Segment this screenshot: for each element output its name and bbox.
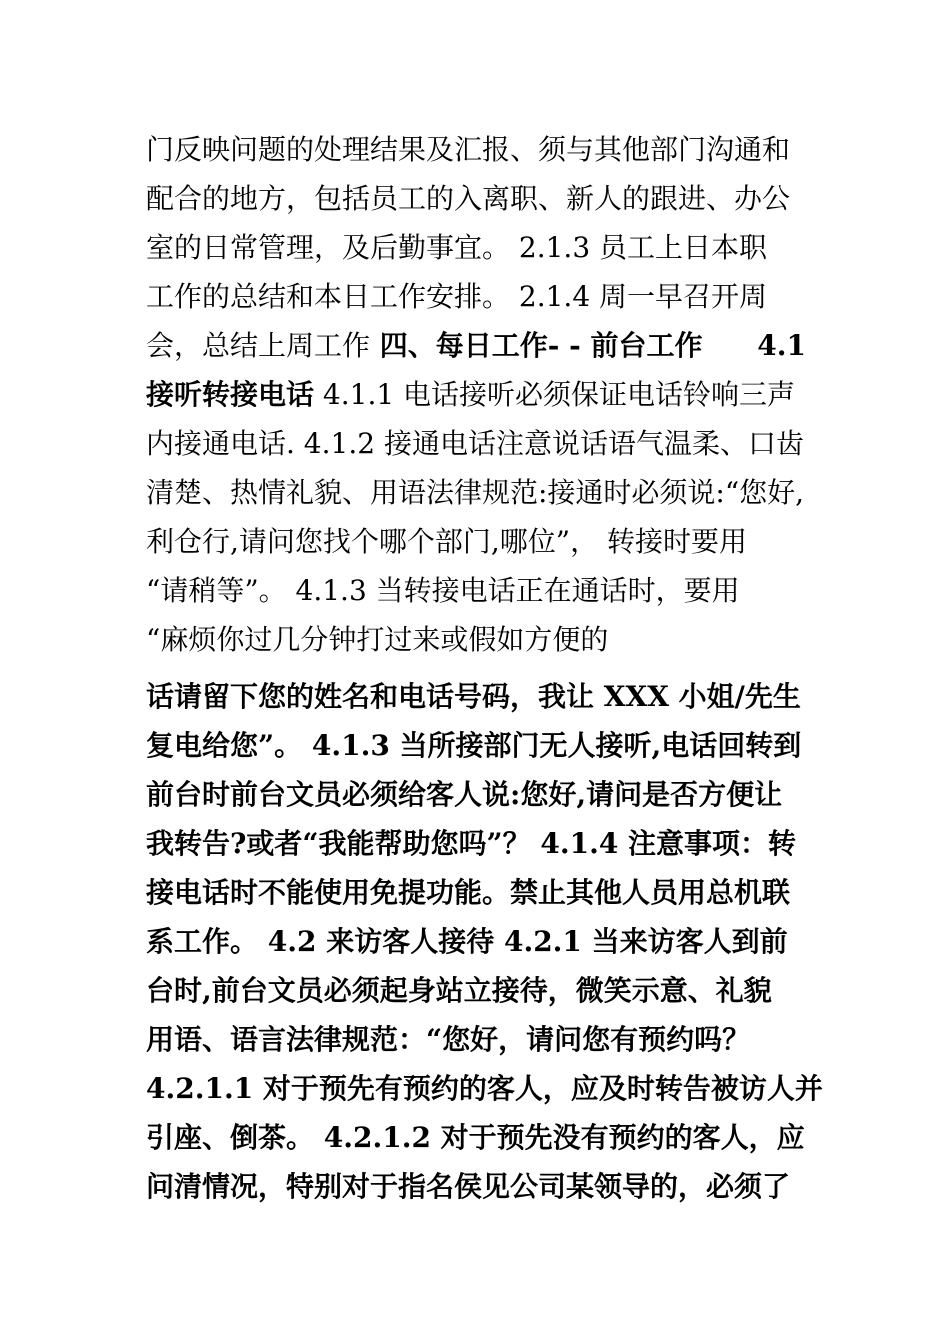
- body-line-7: 内接通电话. 4.1.2 接通电话注意说话语气温柔、口齿: [146, 427, 804, 460]
- body-line-2: 配合的地方，包括员工的入离职、新人的跟进、办公: [146, 182, 791, 215]
- body-line-10: “请稍等”。 4.1.3 当转接电话正在通话时，要用: [146, 574, 740, 607]
- body-line-13: 复电给您”。 4.1.3 当所接部门无人接听,电话回转到: [146, 729, 802, 762]
- body-line-19: 用语、语言法律规范：“您好，请问您有预约吗？: [146, 1023, 751, 1056]
- body-line-14: 前台时前台文员必须给客人说:您好,请问是否方便让: [146, 778, 783, 811]
- body-line-21: 引座、倒茶。 4.2.1.2 对于预先没有预约的客人，应: [146, 1121, 805, 1154]
- section-heading: 四、每日工作- - 前台工作: [370, 329, 703, 362]
- body-line-15: 我转告?或者“我能帮助您吗”？ 4.1.4 注意事项：转: [146, 827, 797, 860]
- body-line-17: 系工作。 4.2 来访客人接待 4.2.1 当来访客人到前: [146, 925, 788, 958]
- body-line-22: 问清情况，特别对于指名侯见公司某领导的，必须了: [146, 1170, 791, 1203]
- body-line-6: [146, 370, 826, 420]
- body-line-9: 利仓行,请问您找个哪个部门,哪位”， 转接时要用: [146, 525, 748, 558]
- body-line-20: 4.2.1.1 对于预先有预约的客人，应及时转告被访人并: [146, 1072, 823, 1105]
- body-line-5: [146, 321, 826, 371]
- body-line-1: 门反映问题的处理结果及汇报、须与其他部门沟通和: [146, 133, 791, 166]
- body-line-3: 室的日常管理，及后勤事宜。 2.1.3 员工上日本职: [146, 231, 768, 264]
- body-line-8: 清楚、热情礼貌、用语法律规范:接通时必须说:“您好,: [146, 476, 805, 509]
- subsection-number: 4.1: [757, 329, 806, 362]
- body-line-4: 工作的总结和本日工作安排。 2.1.4 周一早召开周: [146, 280, 768, 313]
- subsection-title: 接听转接电话: [146, 378, 315, 411]
- body-line-6-text: 4.1.1 电话接听必须保证电话铃响三声: [314, 378, 796, 411]
- body-line-12: 话请留下您的姓名和电话号码，我让 XXX 小姐/先生: [146, 680, 801, 713]
- body-line-11: “麻烦你过几分钟打过来或假如方便的: [146, 623, 609, 656]
- body-line-16: 接电话时不能使用免提功能。禁止其他人员用总机联: [146, 876, 791, 909]
- body-line-18: 台时,前台文员必须起身站立接待，微笑示意、礼貌: [146, 974, 772, 1007]
- body-line-5-text: 会，总结上周工作: [146, 329, 371, 362]
